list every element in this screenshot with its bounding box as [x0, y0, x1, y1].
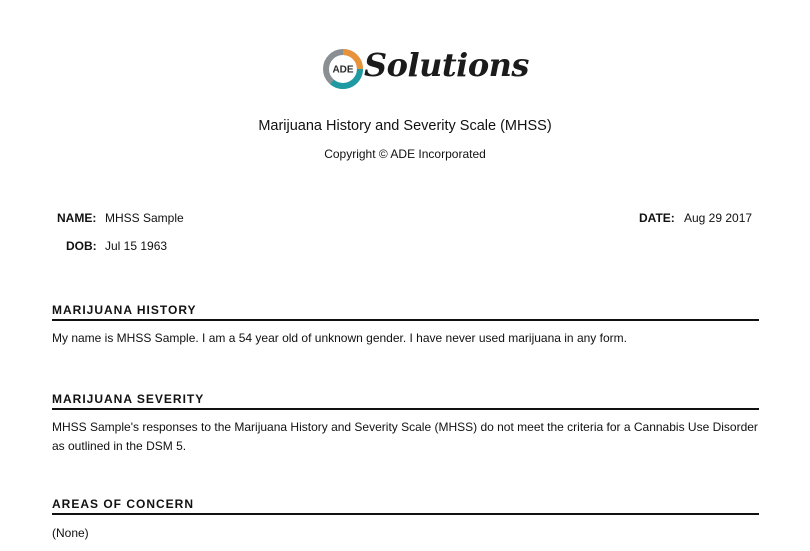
dob-label: DOB:	[66, 239, 97, 253]
company-logo	[322, 46, 529, 96]
name-label: NAME:	[57, 211, 97, 225]
section-body-history: My name is MHSS Sample. I am a 54 year old of unknown gender. I have never used marijuana in any form.	[52, 331, 627, 345]
dob-value: Jul 15 1963	[105, 239, 168, 253]
logo-badge-text: ADE	[332, 64, 354, 76]
section-heading-history: MARIJUANA HISTORY	[52, 303, 759, 321]
date-value: Aug 29 2017	[684, 211, 753, 225]
date-label: DATE:	[639, 211, 675, 225]
report-title: Marijuana History and Severity Scale (MHSS)	[258, 118, 552, 134]
name-value: MHSS Sample	[105, 211, 184, 225]
copyright-notice: Copyright © ADE Incorporated	[324, 147, 486, 161]
section-heading-severity: MARIJUANA SEVERITY	[52, 392, 759, 410]
section-body-concerns: (None)	[52, 526, 89, 540]
section-body-severity: MHSS Sample's responses to the Marijuana History and Severity Scale (MHSS) do not meet the criteria for a Cannabis Use Disorder as outlined in the DSM 5.	[52, 420, 758, 453]
logo-wordmark: Solutions	[364, 46, 529, 84]
section-heading-concerns: AREAS OF CONCERN	[52, 497, 759, 515]
ade-badge-icon	[322, 48, 364, 90]
